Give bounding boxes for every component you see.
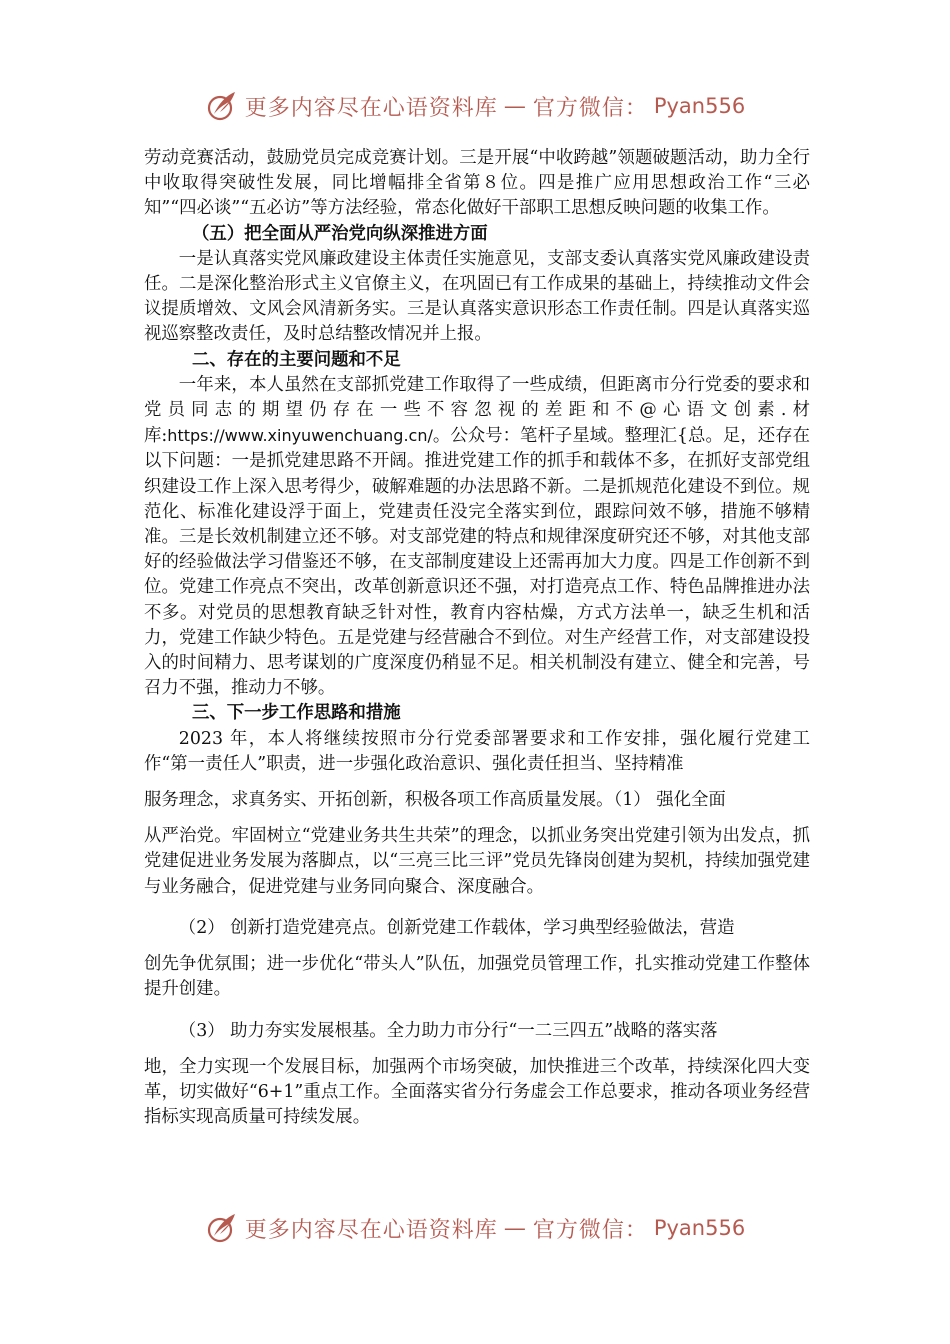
banner-text: 更多内容尽在心语资料库 xyxy=(244,1217,498,1243)
banner-wechat-id: Pyan556 xyxy=(653,94,746,118)
footer-watermark-banner xyxy=(0,1208,950,1248)
section-heading-2: 二、存在的主要问题和不足 xyxy=(192,349,401,370)
section-heading-3: 三、下一步工作思路和措施 xyxy=(192,703,401,724)
paragraph-4c: 从严治党。牢固树立“党建业务共生共荣”的理念，以抓业务突出党建引领为出发点，抓党建促进业务发展为落脚点，以“三亮三比三评”党员先锋岗创建为契机，持续加强党建与业务融合，促进党建与业务同向聚合、深度融合。 xyxy=(144,826,810,897)
banner-dash: — xyxy=(503,93,527,119)
header-watermark-banner xyxy=(0,86,950,126)
document-body xyxy=(144,146,810,1130)
quill-logo-icon xyxy=(205,1211,239,1245)
website-url: https://www.xinyuwenchuang.cn/ xyxy=(167,426,433,446)
banner-dash: — xyxy=(503,1215,527,1241)
section-heading-5: （五）把全面从严治党向纵深推进方面 xyxy=(192,223,488,244)
paragraph-3-part-a: 一年来，本人虽然在支部抓党建工作取得了一些成绩，但距离市分行党委的要求和党员同志的期望仍存在一些不容忽视的差距和不@心语文创素.材库: xyxy=(144,374,810,447)
paragraph-5a: （2） 创新打造党建亮点。创新党建工作载体，学习典型经验做法，营造 xyxy=(178,917,735,938)
paragraph-6b: 地，全力实现一个发展目标，加强两个市场突破，加快推进三个改革，持续深化四大变革，切实做好“6+1”重点工作。全面落实省分行务虚会工作总要求，推动各项业务经营指标实现高质量可持续发展。 xyxy=(144,1056,810,1128)
quill-logo-icon xyxy=(205,89,239,123)
paragraph-2: 一是认真落实党风廉政建设主体责任实施意见，支部支委认真落实党风廉政建设责任。二是深化整治形式主义官僚主义，在巩固已有工作成果的基础上，持续推动文件会议提质增效、文风会风清新务实。三是认真落实意识形态工作责任制。四是认真落实巡视巡察整改责任，及时总结整改情况并上报。 xyxy=(144,248,810,345)
banner-wechat-label: 官方微信： xyxy=(532,1217,648,1243)
paragraph-1: 劳动竞赛活动，鼓励党员完成竞赛计划。三是开展“中收跨越”领题破题活动，助力全行中收取得突破性发展，同比增幅排全省第８位。四是推广应用思想政治工作“三必知”“四必谈”“五必访”等方法经验，常态化做好干部职工思想反映问题的收集工作。 xyxy=(144,148,810,219)
paragraph-6a: （3） 助力夯实发展根基。全力助力市分行“一二三四五”战略的落实落 xyxy=(178,1020,718,1041)
banner-wechat-label: 官方微信： xyxy=(532,95,648,121)
banner-text: 更多内容尽在心语资料库 xyxy=(244,95,498,121)
paragraph-3 xyxy=(144,373,810,702)
paragraph-4b: 服务理念，求真务实、开拓创新，积极各项工作高质量发展。（1） 强化全面 xyxy=(144,790,726,811)
paragraph-4a: 2023 年，本人将继续按照市分行党委部署要求和工作安排，强化履行党建工作“第一责任人”职责，进一步强化政治意识、强化责任担当、坚持精准 xyxy=(144,728,810,774)
banner-wechat-id: Pyan556 xyxy=(653,1216,746,1240)
paragraph-5b: 创先争优氛围；进一步优化“带头人”队伍，加强党员管理工作，扎实推动党建工作整体提升创建。 xyxy=(144,954,810,1000)
paragraph-3-part-b: 。公众号：笔杆子星域。整理汇{总。足，还存在以下问题：一是抓党建思路不开阔。推进党建工作的抓手和载体不多，在抓好支部党组织建设工作上深入思考得少，破解难题的办法思路不新。二是抓规范化建设不到位。规范化、标准化建设浮于面上，党建责任没完全落实到位，跟踪问效不够，措施不够精准。三是长效机制建立还不够。对支部党建的特点和规律深度研究还不够，对其他支部好的经验做法学习借鉴还不够，在支部制度建设上还需再加大力度。四是工作创新不到位。党建工作亮点不突出，改革创新意识还不强，对打造亮点工作、特色品牌推进办法不多。对党员的思想教育缺乏针对性，教育内容枯燥，方式方法单一，缺乏生机和活力，党建工作缺少特色。五是党建与经营融合不到位。对生产经营工作，对支部建设投入的时间精力、思考谋划的广度深度仍稍显不足。相关机制没有建立、健全和完善，号召力不强，推动力不够。 xyxy=(144,426,810,699)
